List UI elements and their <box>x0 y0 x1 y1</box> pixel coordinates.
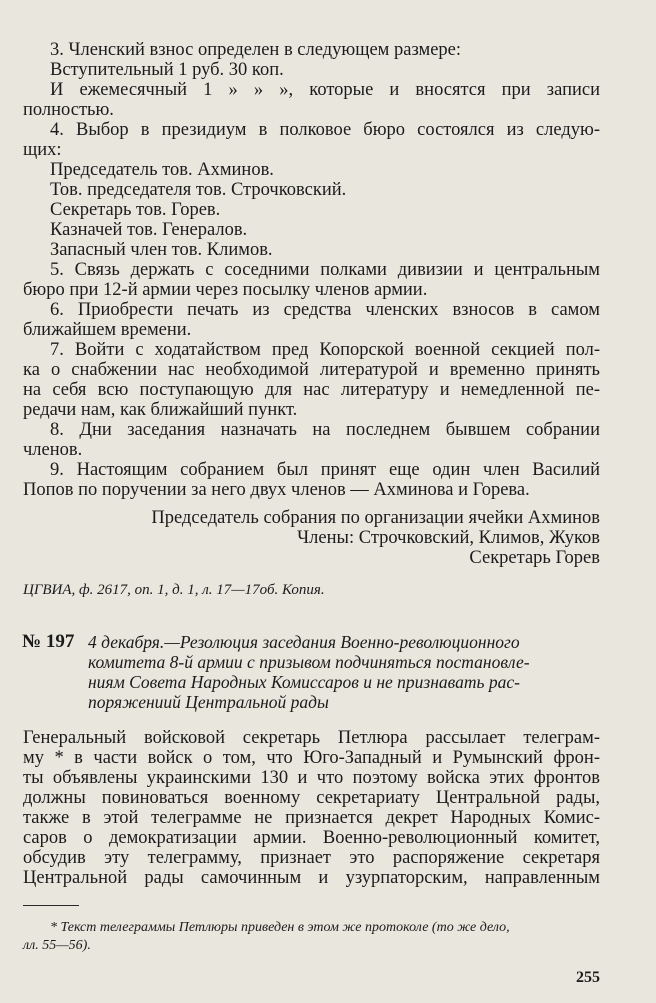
text-line: Запасный член тов. Климов. <box>50 240 273 260</box>
header-line: поряжениий Центральной рады <box>88 692 329 712</box>
signature-line: Секретарь Горев <box>469 548 600 568</box>
text-line: на себя всю поступающую для нас литературу и немедленной пе- <box>23 380 600 400</box>
text-line: 3. Членский взнос определен в следующем размере: <box>50 40 462 60</box>
text-line: Генеральный войсковой секретарь Петлюра рассылает телеграм- <box>23 728 600 748</box>
header-line: 4 декабря.—Резолюция заседания Военно-революционного <box>88 632 520 652</box>
text-line: ближайшем времени. <box>23 320 192 340</box>
text-line: Вступительный 1 руб. 30 коп. <box>50 60 284 80</box>
text-line: редачи нам, как ближайший пункт. <box>23 400 298 420</box>
text-line: Председатель тов. Ахминов. <box>50 160 274 180</box>
text-line: полностью. <box>23 100 114 120</box>
text-line: 4. Выбор в президиум в полковое бюро состоялся из следую- <box>50 120 600 140</box>
header-line: ниям Совета Народных Комиссаров и не признавать рас- <box>88 672 520 692</box>
text-line: Секретарь тов. Горев. <box>50 200 221 220</box>
text-line: бюро при 12-й армии через посылку членов армии. <box>23 280 428 300</box>
text-line: 5. Связь держать с соседними полками дивизии и центральным <box>50 260 600 280</box>
text-line: должны повиноваться военному секретариату Центральной рады, <box>23 788 600 808</box>
footnote-line: * Текст телеграммы Петлюры приведен в этом же протоколе (то же дело, <box>50 920 510 935</box>
signature-line: Председатель собрания по организации ячейки Ахминов <box>151 508 600 528</box>
text-line: Казначей тов. Генералов. <box>50 220 248 240</box>
text-line: 9. Настоящим собранием был принят еще один член Василий <box>50 460 600 480</box>
page-number: 255 <box>576 969 600 986</box>
text-line: 7. Войти с ходатайством пред Копорской военной секцией пол- <box>50 340 600 360</box>
text-line: ка о снабжении нас необходимой литературой и временно принять <box>23 360 600 380</box>
text-line: Тов. председателя тов. Строчковский. <box>50 180 347 200</box>
signature-line: Члены: Строчковский, Климов, Жуков <box>297 528 600 548</box>
text-line: обсудив эту телеграмму, признает это распоряжение секретаря <box>23 848 600 868</box>
text-line: 6. Приобрести печать из средства членских взносов в самом <box>50 300 600 320</box>
footnote-line: лл. 55—56). <box>23 938 91 953</box>
text-line: саров о демократизации армии. Военно-революционный комитет, <box>23 828 600 848</box>
footnote-divider <box>23 905 79 906</box>
text-line: ты объявлены украинскими 130 и что поэтому войска этих фронтов <box>23 768 600 788</box>
header-line: комитета 8-й армии с призывом подчиняться постановле- <box>88 652 530 672</box>
text-line: 8. Дни заседания назначать на последнем бывшем собрании <box>50 420 600 440</box>
text-line: также в этой телеграмме не признается декрет Народных Комис- <box>23 808 600 828</box>
text-line: щих: <box>23 140 62 160</box>
text-line: Попов по поручении за него двух членов — Ахминова и Горева. <box>23 480 530 500</box>
text-line: И ежемесячный 1 » » », которые и вносятся при записи <box>50 80 600 100</box>
text-line: му * в части войск о том, что Юго-Западный и Румынский фрон- <box>23 748 600 768</box>
document-number: № 197 <box>22 631 75 652</box>
text-line: членов. <box>23 440 83 460</box>
text-line: Центральной рады самочинным и узурпаторским, направленным <box>23 868 600 888</box>
archive-source: ЦГВИА, ф. 2617, оп. 1, д. 1, л. 17—17об. Копия. <box>23 582 325 598</box>
